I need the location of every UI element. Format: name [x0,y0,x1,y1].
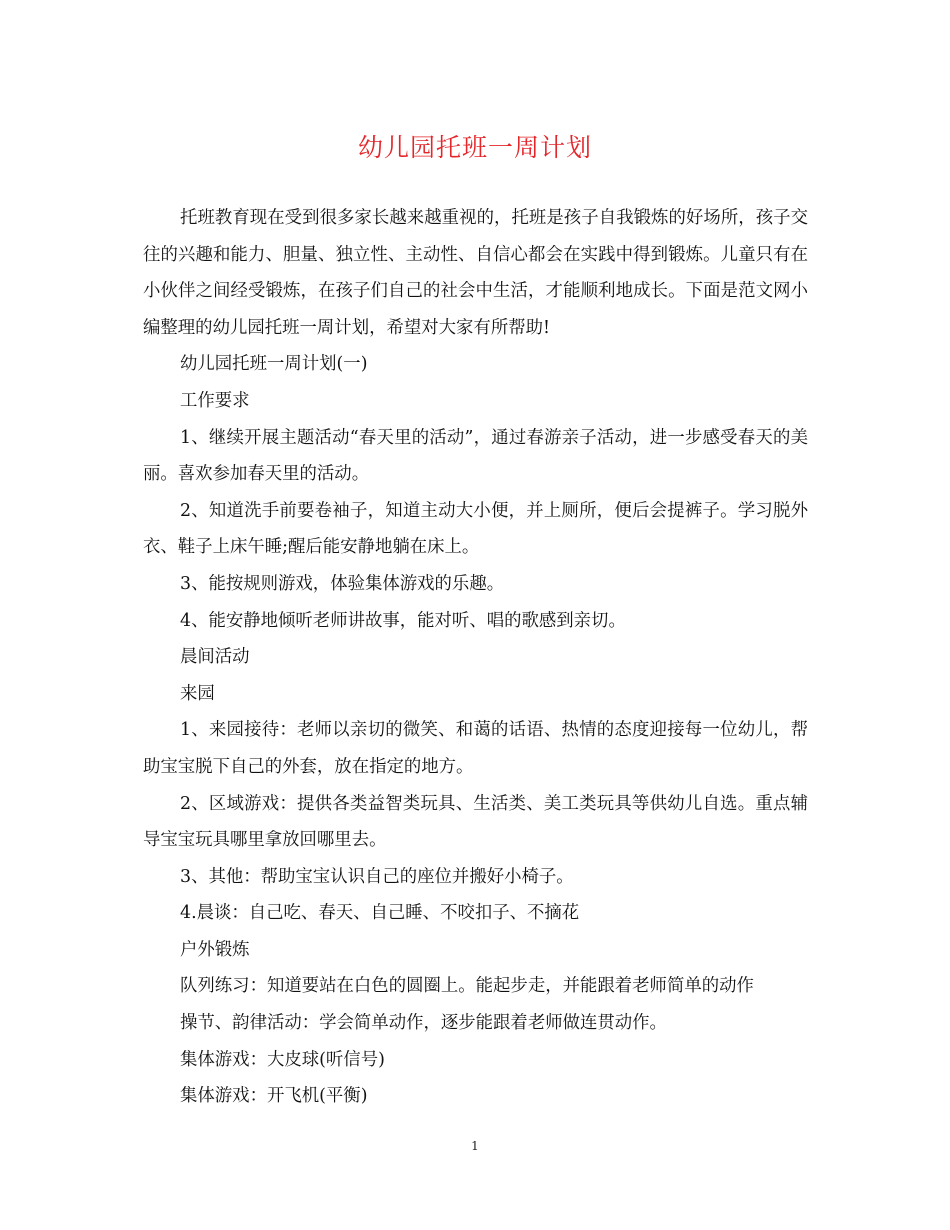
morning-activity-heading: 晨间活动 [180,647,250,668]
arrival-heading: 来园 [180,683,215,704]
work-requirement-item: 4、能安静地倾听老师讲故事，能对听、唱的歌感到亲切。 [180,610,626,631]
arrival-item: 2、区域游戏：提供各类益智类玩具、生活类、美工类玩具等供幼儿自选。重点辅导宝宝玩具哪里拿放回哪里去。 [143,793,808,851]
arrival-item: 4.晨谈：自己吃、春天、自己睡、不咬扣子、不摘花 [180,903,580,924]
outdoor-item: 队列练习：知道要站在白色的圆圈上。能起步走，并能跟着老师简单的动作 [180,976,754,997]
work-requirement-item: 1、继续开展主题活动“春天里的活动”，通过春游亲子活动，进一步感受春天的美丽。喜欢参加春天里的活动。 [143,427,808,485]
work-requirement-item: 3、能按规则游戏，体验集体游戏的乐趣。 [180,573,505,594]
section-title: 幼儿园托班一周计划(一) [180,354,368,375]
arrival-item: 1、来园接待：老师以亲切的微笑、和蔼的话语、热情的态度迎接每一位幼儿，帮助宝宝脱下自己的外套，放在指定的地方。 [143,720,808,777]
outdoor-heading: 户外锻炼 [180,939,250,960]
outdoor-item: 集体游戏：大皮球(听信号) [180,1049,385,1070]
work-requirements-heading: 工作要求 [180,390,250,411]
outdoor-item: 操节、韵律活动：学会简单动作，逐步能跟着老师做连贯动作。 [180,1013,667,1034]
intro-paragraph: 托班教育现在受到很多家长越来越重视的，托班是孩子自我锻炼的好场所，孩子交往的兴趣和能力、胆量、独立性、主动性、自信心都会在实践中得到锻炼。儿童只有在小伙伴之间经受锻炼，在孩子们自己的社会中生活，才能顺利地成长。下面是范文网小编整理的幼儿园托班一周计划，希望对大家有所帮助! [143,208,808,338]
outdoor-item: 集体游戏：开飞机(平衡) [180,1086,368,1107]
document-title: 幼儿园托班一周计划 [357,133,592,162]
document-body [143,200,808,1115]
arrival-item: 3、其他：帮助宝宝认识自己的座位并搬好小椅子。 [180,866,574,887]
page-number: 1 [471,1139,479,1153]
work-requirement-item: 2、知道洗手前要卷袖子，知道主动大小便，并上厕所，便后会提裤子。学习脱外衣、鞋子上床午睡;醒后能安静地躺在床上。 [143,500,808,558]
